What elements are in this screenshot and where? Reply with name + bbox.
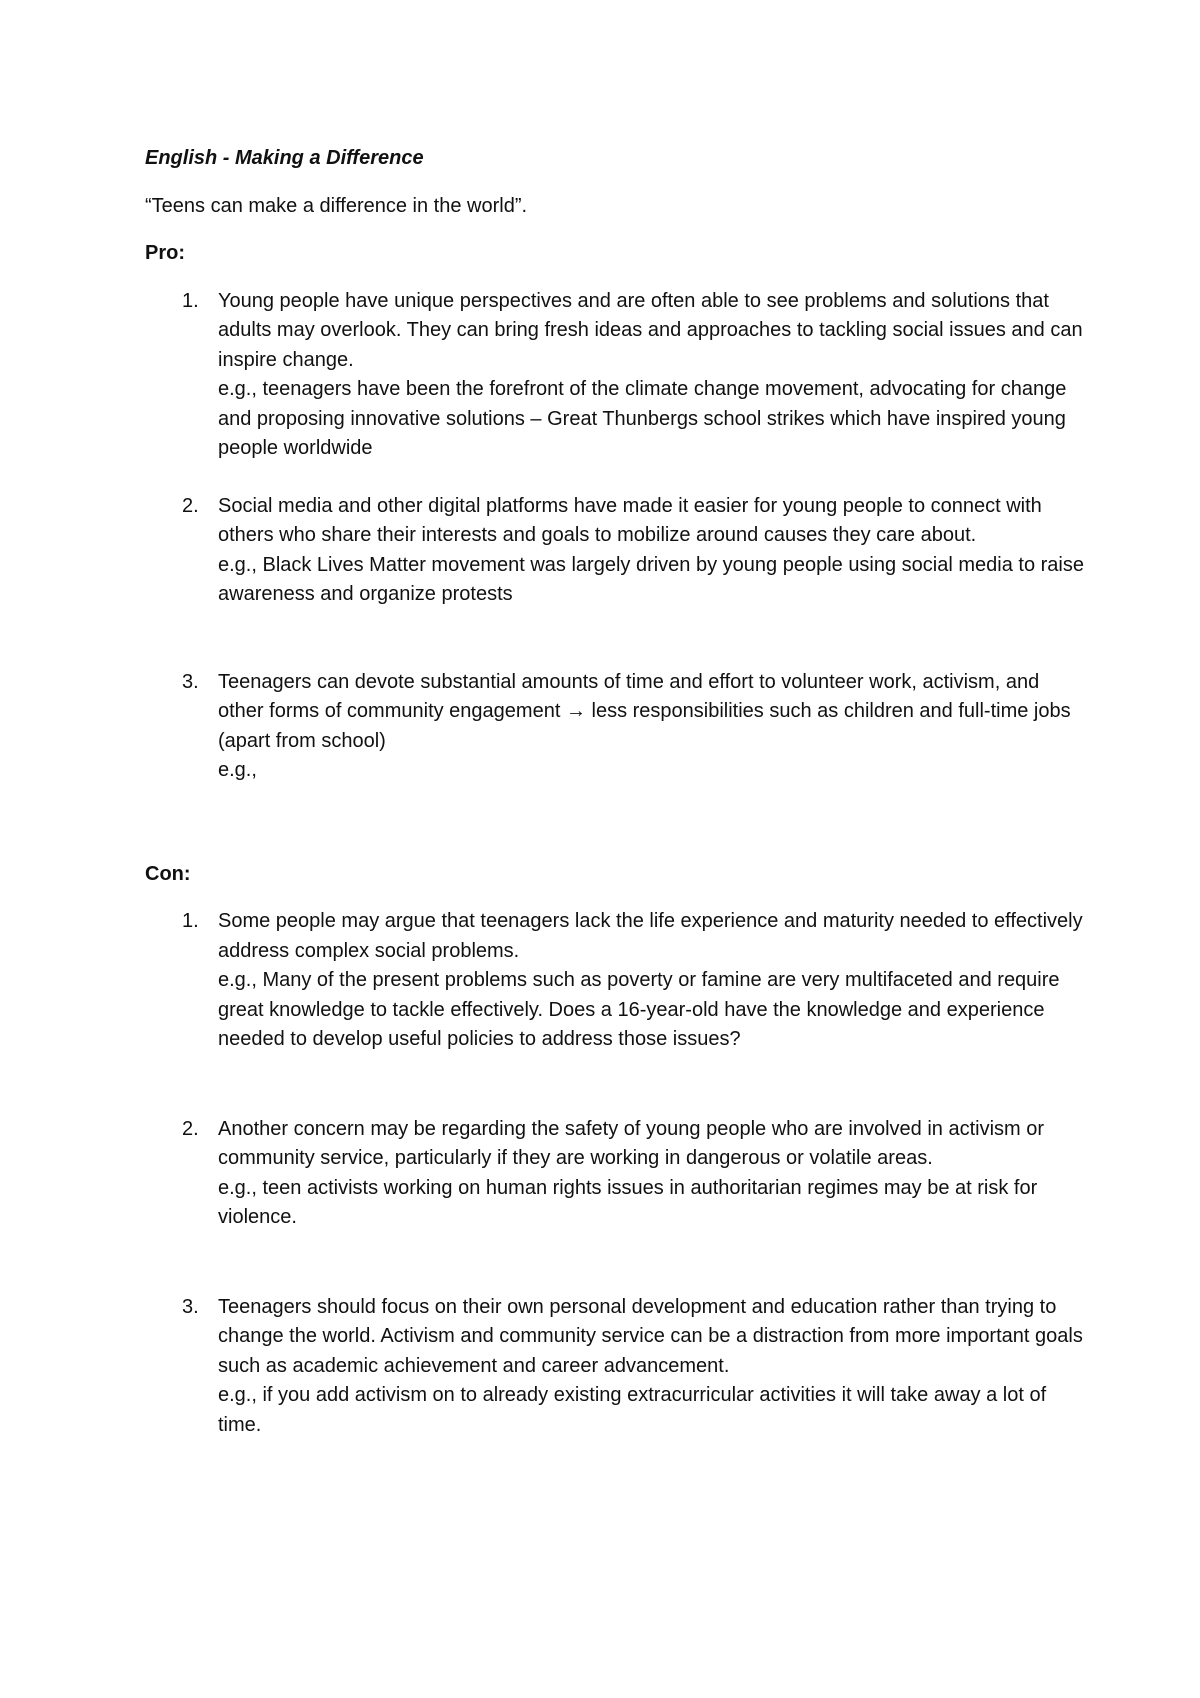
pro-item — [145, 668, 1085, 786]
con-item-text: Some people may argue that teenagers lack the life experience and maturity needed to effectively address complex social problems. — [218, 910, 1083, 962]
pro-item-text: Teenagers can devote substantial amounts of time and effort to volunteer work, activism, and other forms of community engagement → less responsibilities such as children and full-time jobs (apart from school) — [218, 670, 1071, 752]
con-item-text: Another concern may be regarding the safety of young people who are involved in activism or community service, particularly if they are working in dangerous or volatile areas. — [218, 1117, 1045, 1169]
con-item — [145, 1115, 1085, 1233]
con-item — [145, 1293, 1085, 1441]
con-item-number: 2. — [182, 1117, 199, 1140]
pro-item-number: 2. — [182, 494, 199, 517]
pro-list — [145, 287, 1085, 786]
pro-item-example: e.g., Black Lives Matter movement was largely driven by young people using social media to raise awareness and organize protests — [218, 553, 1084, 605]
pro-item-number: 1. — [182, 289, 199, 312]
pro-heading: Pro: — [145, 242, 185, 264]
document-title: English - Making a Difference — [145, 147, 424, 169]
pro-item-example: e.g., — [218, 759, 257, 781]
pro-item-text: Social media and other digital platforms have made it easier for young people to connect with others who share their interests and goals to mobilize around causes they care about. — [218, 494, 1042, 546]
pro-item — [145, 492, 1085, 610]
topic-statement: “Teens can make a difference in the world”. — [145, 194, 528, 217]
con-item-example: e.g., if you add activism on to already existing extracurricular activities it will take away a lot of time. — [218, 1384, 1047, 1436]
pro-item — [145, 287, 1085, 464]
pro-item-example: e.g., teenagers have been the forefront of the climate change movement, advocating for change and proposing innovative solutions – Great Thunbergs school strikes which have inspired young people worldwide — [218, 378, 1067, 459]
con-heading: Con: — [145, 862, 191, 885]
document-content — [145, 144, 1085, 1440]
pro-item-text: Young people have unique perspectives and are often able to see problems and solutions that adults may overlook. They can bring fresh ideas and approaches to tackling social issues and can inspire change. — [218, 289, 1083, 371]
con-item-example: e.g., Many of the present problems such as poverty or famine are very multifaceted and require great knowledge to tackle effectively. Does a 16-year-old have the knowledge and experience needed to develop useful policies to address those issues? — [218, 969, 1060, 1050]
con-item — [145, 907, 1085, 1055]
con-list — [145, 907, 1085, 1440]
con-item-number: 3. — [182, 1295, 199, 1318]
con-item-example: e.g., teen activists working on human rights issues in authoritarian regimes may be at risk for violence. — [218, 1176, 1038, 1228]
pro-item-number: 3. — [182, 670, 199, 693]
con-item-number: 1. — [182, 910, 199, 932]
con-item-text: Teenagers should focus on their own personal development and education rather than trying to change the world. Activism and community service can be a distraction from more important goals such as academic achievement and career advancement. — [218, 1295, 1083, 1377]
